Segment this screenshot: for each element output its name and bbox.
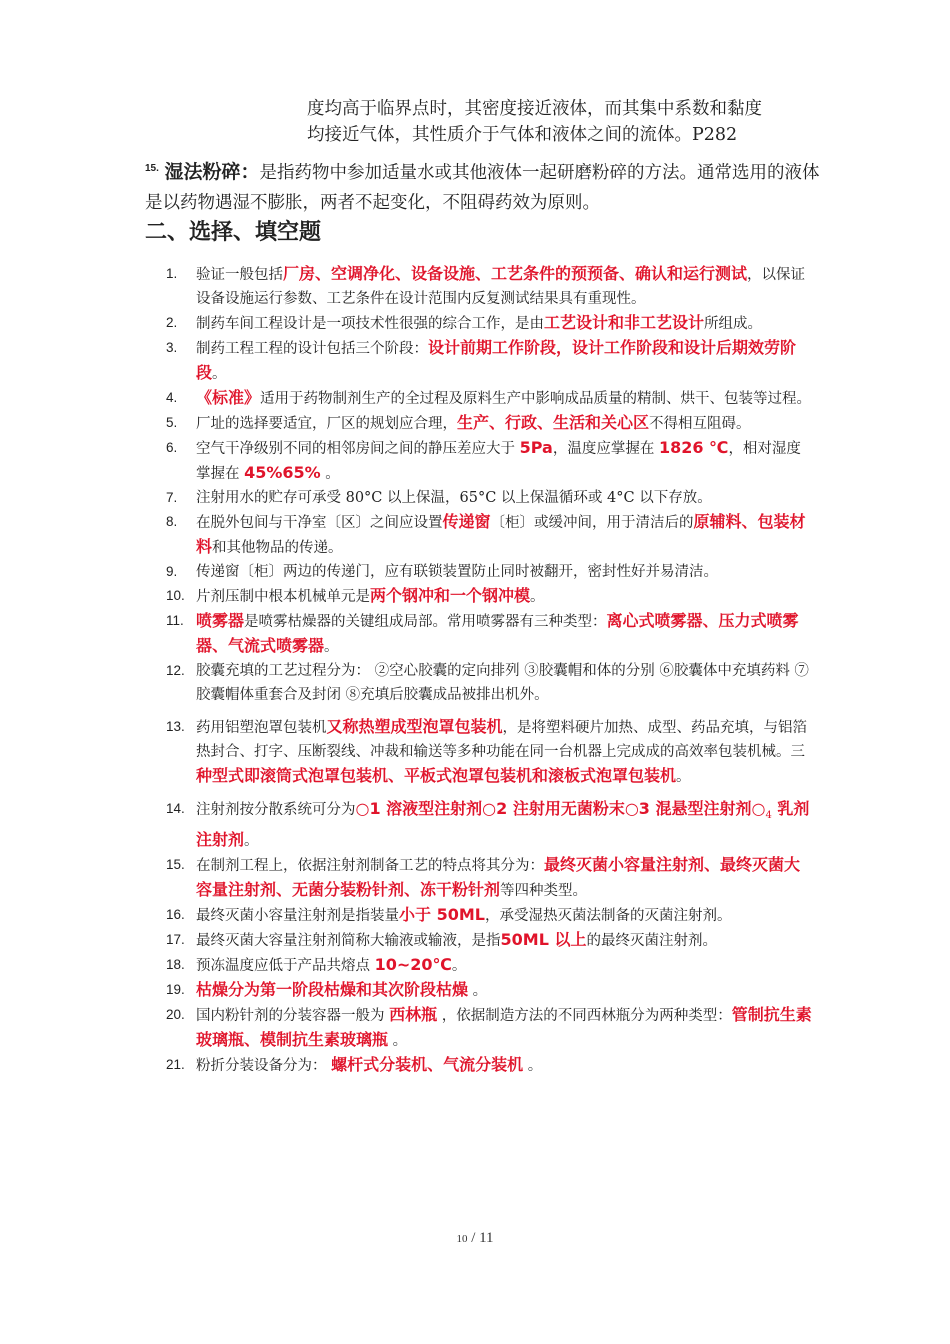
question-text: 等四种类型。	[500, 882, 588, 899]
question-text: 的最终灭菌注射剂。	[586, 932, 717, 949]
item-number: 9.	[166, 564, 178, 579]
list-item	[160, 715, 815, 789]
list-item	[160, 584, 815, 609]
question-text: 制药车间工程设计是一项技术性很强的综合工作，是由	[196, 316, 544, 332]
item-number: 1.	[166, 266, 178, 281]
item-number: 7.	[166, 490, 178, 505]
answer-text: 又称热塑成型泡罩包装机	[326, 717, 503, 736]
answer-text: 45%65%	[244, 463, 321, 482]
continuation-line-2: 均接近气体，其性质介于气体和液体之间的流体。P282	[307, 125, 738, 145]
question-text: 注射用水的贮存可承受 80°C 以上保温，65°C 以上保温循环或 4°C 以下存放。	[196, 490, 712, 506]
definition-number: 15.	[145, 163, 159, 174]
question-text: ，以保证设备设施运行参数、工艺条件在设计范围内反复测试结果具有重现性。	[196, 267, 806, 307]
answer-text: 乳剂注射剂	[196, 799, 810, 849]
item-number: 4.	[166, 390, 178, 405]
list-item	[160, 262, 815, 311]
definition-term: 湿法粉碎：	[164, 160, 260, 183]
question-text: ，相对湿度掌握在	[196, 441, 801, 482]
question-text: 。	[451, 957, 467, 974]
answer-text: 厂房、空调净化、设备设施、工艺条件的预预备、确认和运行测试	[283, 264, 748, 283]
question-text: 在脱外包间与干净室〔区〕之间应设置	[196, 515, 443, 531]
item-number: 19.	[166, 981, 185, 997]
continuation-line-1: 度均高于临界点时，其密度接近液体，而其集中系数和黏度	[307, 99, 762, 119]
page-number: 10	[456, 1233, 468, 1245]
page-total: 11	[479, 1230, 494, 1246]
answer-text: 工艺设计和非工艺设计	[544, 313, 705, 332]
item-number: 2.	[166, 315, 178, 330]
item-number: 11.	[166, 613, 184, 628]
answer-text: 5Pa	[519, 438, 553, 457]
list-item	[160, 659, 815, 707]
question-text: 药用铝塑泡罩包装机	[196, 720, 327, 736]
item-number: 14.	[166, 801, 185, 816]
answer-text: 最终灭菌小容量注射剂、最终灭菌大容量注射剂、无菌分装粉针剂、冻干粉针剂	[196, 854, 801, 899]
list-item	[160, 797, 815, 853]
question-text: 验证一般包括	[196, 267, 283, 283]
question-text: ，温度应掌握在	[552, 441, 659, 457]
page-footer	[0, 1230, 950, 1247]
list-item	[160, 903, 815, 928]
question-text: 。	[388, 1032, 408, 1049]
question-text: 所组成。	[704, 316, 763, 332]
item-number: 10.	[166, 588, 185, 603]
answer-text: 10~20℃	[374, 954, 452, 974]
question-text: 和其他物品的传递。	[212, 540, 343, 556]
list-item	[160, 436, 815, 486]
answer-text: 西林瓶	[389, 1004, 438, 1024]
answer-text: 50ML 以上	[500, 929, 587, 949]
answer-text: 种型式即滚筒式泡罩包装机、平板式泡罩包装机和滚板式泡罩包装机	[196, 766, 677, 785]
item-number: 3.	[166, 340, 178, 355]
answer-text: 设计前期工作阶段，设计工作阶段和设计后期效劳阶段	[196, 338, 797, 382]
continuation-paragraph	[307, 96, 817, 148]
question-text: 空气干净级别不同的相邻房间之间的静压差应大于	[196, 441, 520, 457]
question-text: 。	[530, 589, 545, 605]
question-text: 。	[523, 1057, 543, 1074]
question-text: 。	[212, 366, 227, 382]
list-item	[160, 953, 815, 978]
answer-text: 生产、行政、生活和关心区	[457, 413, 650, 432]
page-separator: /	[467, 1230, 480, 1246]
question-text: ，是将塑料硬片加热、成型、药品充填，与铝箔热封合、打字、压断裂线、冲裁和输送等多种功能在同一台机器上完成成的高效率包装机械。三	[196, 720, 808, 760]
list-item	[160, 510, 815, 560]
question-text: 制药工程工程的设计包括三个阶段：	[196, 341, 428, 357]
definition-text: 是指药物中参加适量水或其他液体一起研磨粉碎的方法。通常选用的液体是以药物遇湿不膨胀，两者不起变化，不阻碍药效为原则。	[145, 162, 820, 213]
answer-text: 螺杆式分装机、气流分装机	[331, 1054, 524, 1074]
section-title: 二、选择、填空题	[145, 220, 322, 245]
list-item	[160, 853, 815, 903]
question-text: 。	[244, 832, 259, 849]
question-text: 最终灭菌小容量注射剂是指装量	[196, 907, 399, 924]
question-text: 国内粉针剂的分装容器一般为	[196, 1007, 390, 1024]
list-item	[160, 1003, 815, 1053]
list-item	[160, 1053, 815, 1078]
question-text: 。	[324, 639, 339, 655]
item-number: 18.	[166, 956, 185, 972]
subscript-text: 4	[765, 809, 772, 821]
question-text: 是喷雾枯燥器的关键组成局部。常用喷雾器有三种类型：	[244, 614, 607, 630]
item-number: 8.	[166, 514, 178, 529]
question-text: 片剂压制中根本机械单元是	[196, 589, 370, 605]
list-item	[160, 609, 815, 659]
question-text: 。	[320, 466, 340, 482]
list-item	[160, 928, 815, 953]
list-item	[160, 978, 815, 1003]
question-text: 。	[468, 982, 488, 999]
question-text: 厂址的选择要适宜，厂区的规划应合理，	[196, 416, 457, 432]
item-number: 5.	[166, 415, 178, 430]
question-text: 。	[676, 769, 691, 785]
list-item	[160, 486, 815, 510]
answer-text: 传递窗	[442, 512, 491, 531]
item-number: 15.	[166, 856, 185, 872]
question-text: 粉折分装设备分为：	[196, 1057, 332, 1074]
list-item	[160, 336, 815, 386]
answer-text: 两个钢冲和一个钢冲模	[370, 586, 531, 605]
item-number: 13.	[166, 719, 185, 734]
item-number: 17.	[166, 931, 185, 947]
list-item	[160, 411, 815, 436]
answer-text: 管制抗生素玻璃瓶、模制抗生素玻璃瓶	[196, 1004, 812, 1049]
item-number: 20.	[166, 1006, 185, 1022]
question-text: 在制剂工程上，依据注射剂制备工艺的特点将其分为：	[196, 857, 544, 874]
answer-text: 小于 50ML	[399, 904, 485, 924]
answer-text: 枯燥分为第一阶段枯燥和其次阶段枯燥	[196, 979, 469, 999]
item-number: 21.	[166, 1056, 185, 1072]
question-text: 预冻温度应低于产品共熔点	[196, 957, 375, 974]
question-text: ，承受湿热灭菌法制备的灭菌注射剂。	[484, 907, 732, 924]
answer-text: 原辅料、包装材料	[196, 512, 806, 556]
question-text: ，依据制造方法的不同西林瓶分为两种类型：	[437, 1007, 732, 1024]
question-list	[160, 262, 815, 1078]
answer-text: 《标准》	[196, 388, 261, 407]
list-item	[160, 560, 815, 584]
answer-text: 离心式喷雾器、压力式喷雾器、气流式喷雾器	[196, 611, 799, 655]
question-text: 不得相互阻碍。	[649, 416, 751, 432]
list-item	[160, 386, 815, 411]
answer-text: 1826 ℃	[658, 438, 729, 457]
question-text: 适用于药物制剂生产的全过程及原料生产中影响成品质量的精制、烘干、包装等过程。	[260, 391, 812, 407]
question-text: 注射剂按分散系统可分为	[196, 802, 356, 818]
question-text: 传递窗〔柜〕两边的传递门，应有联锁装置防止同时被翻开，密封性好并易清洁。	[196, 564, 718, 580]
item-number: 12.	[166, 663, 185, 678]
question-text: 〔柜〕或缓冲间，用于清洁后的	[490, 515, 694, 531]
answer-text: ○	[751, 799, 766, 818]
answer-text: ○1 溶液型注射剂○2 注射用无菌粉末○3 混悬型注射剂	[355, 799, 752, 818]
item-number: 16.	[166, 906, 185, 922]
question-text: 最终灭菌大容量注射剂简称大输液或输液，是指	[196, 932, 501, 949]
definition-15	[145, 154, 825, 218]
question-text: 胶囊充填的工艺过程分为： ②空心胶囊的定向排列 ③胶囊帽和体的分别 ⑥胶囊体中充填药料 ⑦胶囊帽体重套合及封闭 ⑧充填后胶囊成品被排出机外。	[196, 663, 809, 703]
list-item	[160, 311, 815, 336]
item-number: 6.	[166, 440, 178, 455]
answer-text: 喷雾器	[196, 611, 245, 630]
